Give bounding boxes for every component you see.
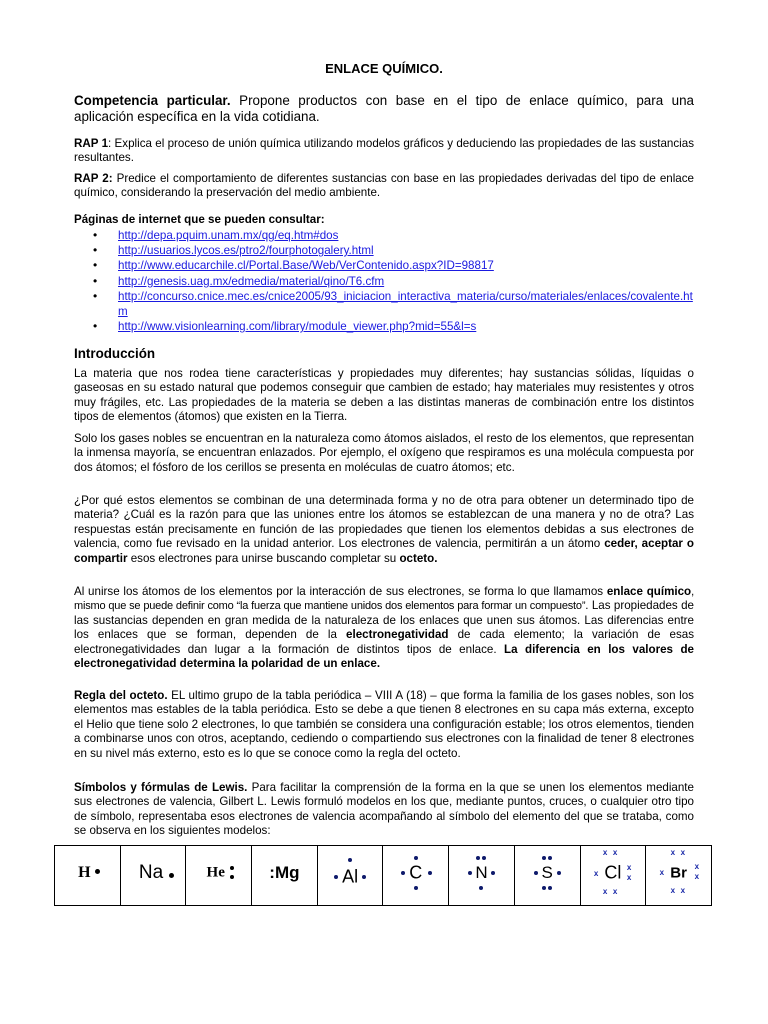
electron-dot	[548, 856, 552, 860]
lewis-cell-h	[55, 846, 121, 906]
rap1-label: RAP 1	[74, 137, 109, 150]
electron-dot	[414, 856, 418, 860]
p4-bold-g: La diferencia en los valores de electronegatividad determina la polaridad de un enlace.	[74, 642, 694, 671]
lewis-cell-n	[449, 846, 515, 906]
p4-bold-e: electronegatividad	[346, 628, 449, 642]
electron-dot	[479, 886, 483, 890]
link-educarchile[interactable]: http://www.educarchile.cl/Portal.Base/Web/VerContenido.aspx?ID=98817	[118, 259, 494, 273]
electron-cross: x	[694, 862, 700, 871]
p3-bold-d: octeto.	[399, 551, 438, 565]
electron-dot	[230, 875, 234, 879]
octeto-label: Regla del octeto.	[74, 689, 168, 702]
intro-paragraph-4	[74, 585, 694, 671]
lewis-symbol: N	[475, 863, 488, 882]
list-item	[74, 319, 694, 334]
electron-cross: x	[680, 848, 686, 857]
intro-paragraph-1: La materia que nos rodea tiene características y propiedades muy diferentes; hay sustancias sólidas, líquidas o gaseosas en su estado natural que podemos conseguir que cambien de estado; hay materiales muy resistentes y otros muy frágiles, etc. Las propiedades de la materia se deben a las distintas maneras de combinación entre los distintos tipos de elementos (átomos) que existen en la Tierra.	[74, 367, 694, 424]
rap2-text: Predice el comportamiento de diferentes sustancias con base en las propiedades derivadas del tipo de enlace químico, considerando la preservación del medio ambiente.	[74, 172, 694, 200]
electron-cross: x	[593, 869, 599, 878]
electron-dot	[401, 871, 405, 875]
electron-dot	[230, 866, 234, 870]
electron-cross: x	[626, 863, 632, 872]
lewis-cell-br	[646, 846, 712, 906]
lewis-symbol: He	[206, 864, 225, 881]
p4-text-a: Al unirse los átomos de los elementos por la interacción de sus electrones, se forma lo que llamamos	[74, 585, 607, 598]
p3-bold-b: ceder, aceptar o compartir	[74, 537, 694, 565]
electron-cross: x	[670, 848, 676, 857]
p4-definition: , mismo que se puede definir como “la fuerza que mantiene unidos dos elementos para formar un compuesto”	[74, 586, 694, 613]
p3-text-a: ¿Por qué estos elementos se combinan de una determinada forma y no de otra para obtener un determinado tipo de materia? ¿Cuál es la razón para que las uniones entre los átomos se establezcan de una manera y no de otra? Las respuestas están precisamente en función de las propiedades que tienen los elementos debidas a sus electrones de valencia, como fue revisado en la unidad anterior. Los electrones de valencia, permitirán a un átomo	[74, 494, 694, 551]
electron-cross: x	[602, 887, 608, 896]
links-list	[74, 228, 694, 334]
electron-cross: x	[612, 848, 618, 857]
lewis-paragraph	[74, 781, 694, 839]
octeto-text: EL ultimo grupo de la tabla periódica – VIII A (18) – que forma la familia de los gases nobles, son los elementos mas estables de la tabla periódica. Esto se debe a que tienen 8 electrones en su capa más externa, excepto el Helio que tiene solo 2 electrones, lo que también se considera una configuración estable; los otros elementos, tienden a combinarse unos con otros, aceptando, cediendo o compartiendo sus electrones con la finalidad de tener 8 electrones en su nivel más externo, esto es lo que se conoce como la regla del octeto.	[74, 689, 694, 760]
lewis-symbol: S	[541, 863, 553, 882]
lewis-cell-al	[317, 846, 383, 906]
lewis-symbol: Na	[138, 862, 164, 883]
list-item	[74, 274, 694, 289]
octeto-paragraph	[74, 689, 694, 761]
lewis-symbol: C	[409, 862, 423, 883]
competencia-paragraph	[74, 93, 694, 124]
link-lycos[interactable]: http://usuarios.lycos.es/ptro2/fourphotogalery.html	[118, 244, 374, 258]
electron-cross: x	[612, 887, 618, 896]
electron-cross: x	[659, 868, 665, 877]
lewis-label: Símbolos y fórmulas de Lewis.	[74, 781, 248, 794]
link-concurso[interactable]: http://concurso.cnice.mec.es/cnice2005/93_iniciacion_interactiva_materia/curso/materiales/enlaces/covalente.htm	[118, 289, 693, 319]
list-item	[74, 258, 694, 273]
links-heading: Páginas de internet que se pueden consultar:	[74, 213, 325, 226]
lewis-cell-na	[120, 846, 186, 906]
lewis-symbol: Cl	[604, 862, 622, 883]
lewis-symbol: H	[78, 864, 91, 881]
lewis-symbol: :Mg	[269, 863, 300, 882]
p4-bold-b: enlace químico	[606, 585, 692, 598]
electron-dot	[169, 873, 174, 878]
electron-dot	[482, 856, 486, 860]
lewis-cell-cl	[580, 846, 646, 906]
electron-cross: x	[602, 848, 608, 857]
rap1-text: : Explica el proceso de unión química utilizando modelos gráficos y deduciendo las propiedades de las sustancias resultantes.	[74, 137, 694, 165]
intro-paragraph-3	[74, 494, 694, 566]
electron-cross: x	[680, 886, 686, 895]
lewis-cell-mg	[252, 846, 318, 906]
lewis-text: Para facilitar la comprensión de la forma en la que se unen los elementos mediante sus electrones de valencia, Gilbert L. Lewis formuló modelos en los que, mediante puntos, cruces, o cualquier otro tipo de símbolo, representaba esos electrones de valencia acompañando al símbolo del elemento del que se trataba, como se observa en los siguientes modelos:	[74, 781, 694, 838]
lewis-symbol: Al	[342, 866, 359, 887]
lewis-cell-s	[514, 846, 580, 906]
rap2-label: RAP 2:	[74, 172, 113, 185]
lewis-structures-table	[54, 845, 712, 906]
list-item	[74, 228, 694, 243]
lewis-symbol: Br	[670, 864, 687, 882]
electron-dot	[348, 858, 352, 862]
intro-heading: Introducción	[74, 346, 156, 361]
page-title: ENLACE QUÍMICO.	[325, 61, 443, 76]
list-item	[74, 243, 694, 258]
list-item	[74, 289, 694, 319]
p3-text-c: esos electrones para unirse buscando completar su	[127, 551, 400, 565]
electron-dot	[476, 856, 480, 860]
rap2-paragraph	[74, 172, 694, 201]
electron-dot	[548, 886, 552, 890]
p4-text-f: de cada elemento; la variación de esas electronegatividades dan lugar a la formación de distintos tipos de enlace.	[74, 628, 694, 656]
electron-cross: x	[670, 886, 676, 895]
electron-dot	[414, 886, 418, 890]
electron-cross: x	[694, 872, 700, 881]
lewis-cell-c	[383, 846, 449, 906]
p4-text-d: . Las propiedades de las sustancias dependen en gran medida de la naturaleza de los enlaces que unen sus átomos. Las diferencias entre los enlaces que se forman, dependen de la	[74, 599, 694, 642]
link-visionlearning[interactable]: http://www.visionlearning.com/library/module_viewer.php?mid=55&l=s	[118, 320, 477, 334]
competencia-label: Competencia particular.	[74, 93, 231, 108]
electron-cross: x	[626, 873, 632, 882]
electron-dot	[542, 886, 546, 890]
electron-dot	[428, 871, 432, 875]
rap1-paragraph	[74, 137, 694, 166]
electron-dot	[542, 856, 546, 860]
lewis-cell-he	[186, 846, 252, 906]
link-genesis[interactable]: http://genesis.uag.mx/edmedia/material/qino/T6.cfm	[118, 274, 385, 288]
competencia-text: Propone productos con base en el tipo de enlace químico, para una aplicación específica en la vida cotidiana.	[74, 93, 695, 124]
intro-paragraph-2: Solo los gases nobles se encuentran en la naturaleza como átomos aislados, el resto de los elementos, que representan la inmensa mayoría, se encuentran enlazados. Por ejemplo, el oxígeno que respiramos es una molécula compuesta por dos átomos; el fósforo de los cerillos se presenta en moléculas de cuatro átomos; etc.	[74, 432, 694, 474]
link-depa[interactable]: http://depa.pquim.unam.mx/qg/eq.htm#dos	[118, 229, 339, 242]
